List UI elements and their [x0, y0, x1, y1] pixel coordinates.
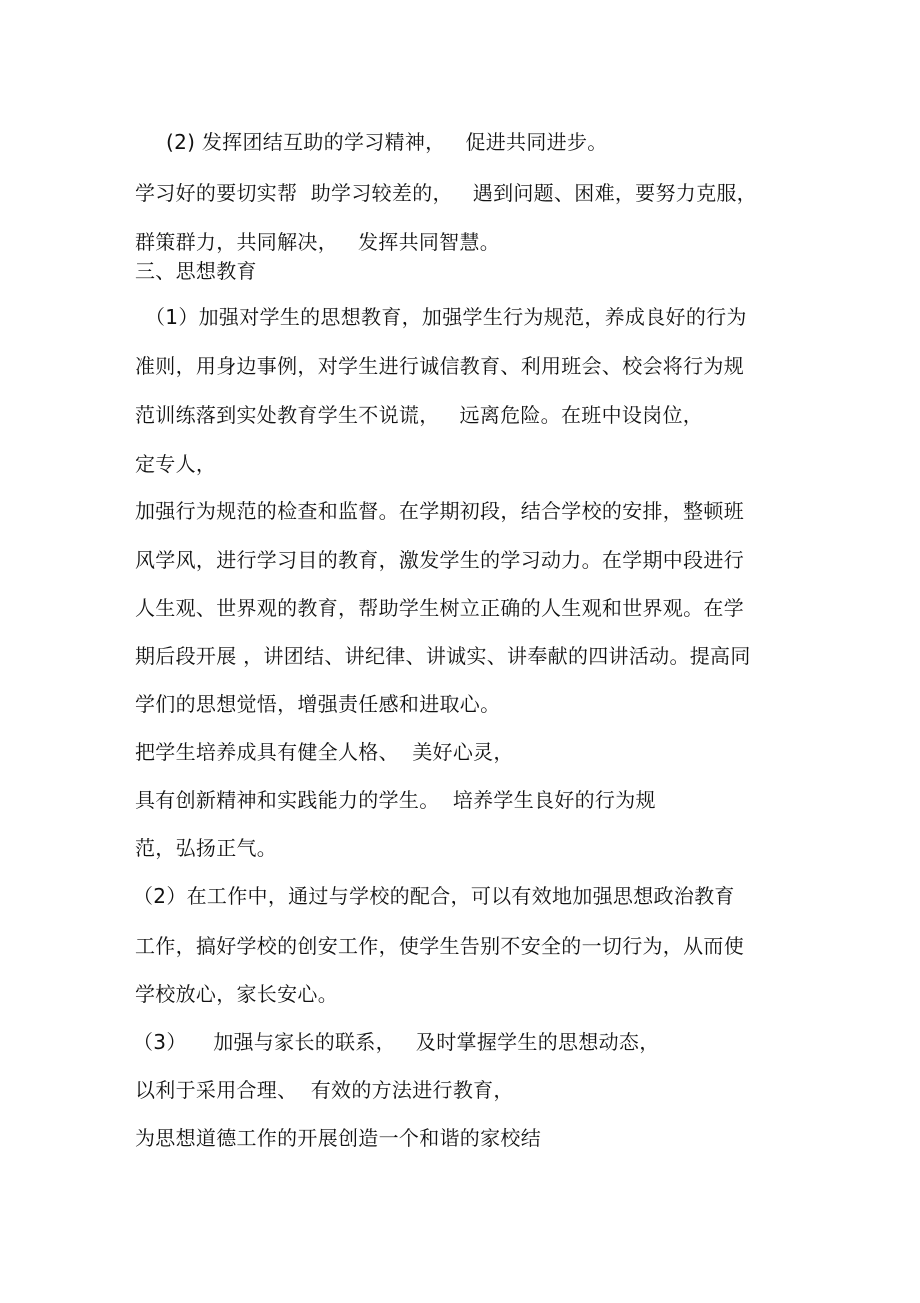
text-line: 工作，搞好学校的创安工作，使学生告别不安全的一切行为，从而使 — [135, 934, 744, 958]
text-line: （1）加强对学生的思想教育，加强学生行为规范，养成良好的行为 — [145, 305, 747, 329]
text-line: 期后段开展 ，讲团结、讲纪律、讲诚实、讲奉献的四讲活动。提高同 — [135, 644, 751, 668]
text-line: 风学风，进行学习目的教育，激发学生的学习动力。在学期中段进行 — [135, 548, 744, 572]
text-line: 学校放心，家长安心。 — [135, 982, 338, 1006]
text-line: （3） 加强与家长的联系， 及时掌握学生的思想动态， — [133, 1030, 660, 1054]
text-line: 群策群力，共同解决， 发挥共同智慧。 — [135, 230, 501, 254]
text-line: 加强行为规范的检查和监督。在学期初段，结合学校的安排，整顿班 — [135, 499, 744, 523]
text-line: 人生观、世界观的教育，帮助学生树立正确的人生观和世界观。在学 — [135, 596, 744, 620]
section-heading: 三、思想教育 — [135, 259, 257, 283]
text-line: （2）在工作中，通过与学校的配合，可以有效地加强思想政治教育 — [133, 884, 735, 908]
text-line: 定专人， — [135, 452, 217, 476]
text-line: 以利于采用合理、 有效的方法进行教育， — [135, 1078, 514, 1102]
paragraph-2-heading: (2) 发挥团结互助的学习精神， 促进共同进步。 — [166, 130, 608, 154]
text-line: 具有创新精神和实践能力的学生。 培养学生良好的行为规 — [135, 788, 656, 812]
text-line: 学们的思想觉悟，增强责任感和进取心。 — [135, 692, 501, 716]
text-line: 准则，用身边事例，对学生进行诚信教育、利用班会、校会将行为规 — [135, 354, 744, 378]
text-line: 范，弘扬正气。 — [135, 836, 278, 860]
text-line: 把学生培养成具有健全人格、 美好心灵， — [135, 740, 514, 764]
text-line: 学习好的要切实帮 助学习较差的， 遇到问题、困难，要努力克服， — [135, 181, 757, 205]
text-line: 为思想道德工作的开展创造一个和谐的家校结 — [135, 1126, 541, 1150]
text-line: 范训练落到实处教育学生不说谎， 远离危险。在班中设岗位， — [135, 403, 704, 427]
